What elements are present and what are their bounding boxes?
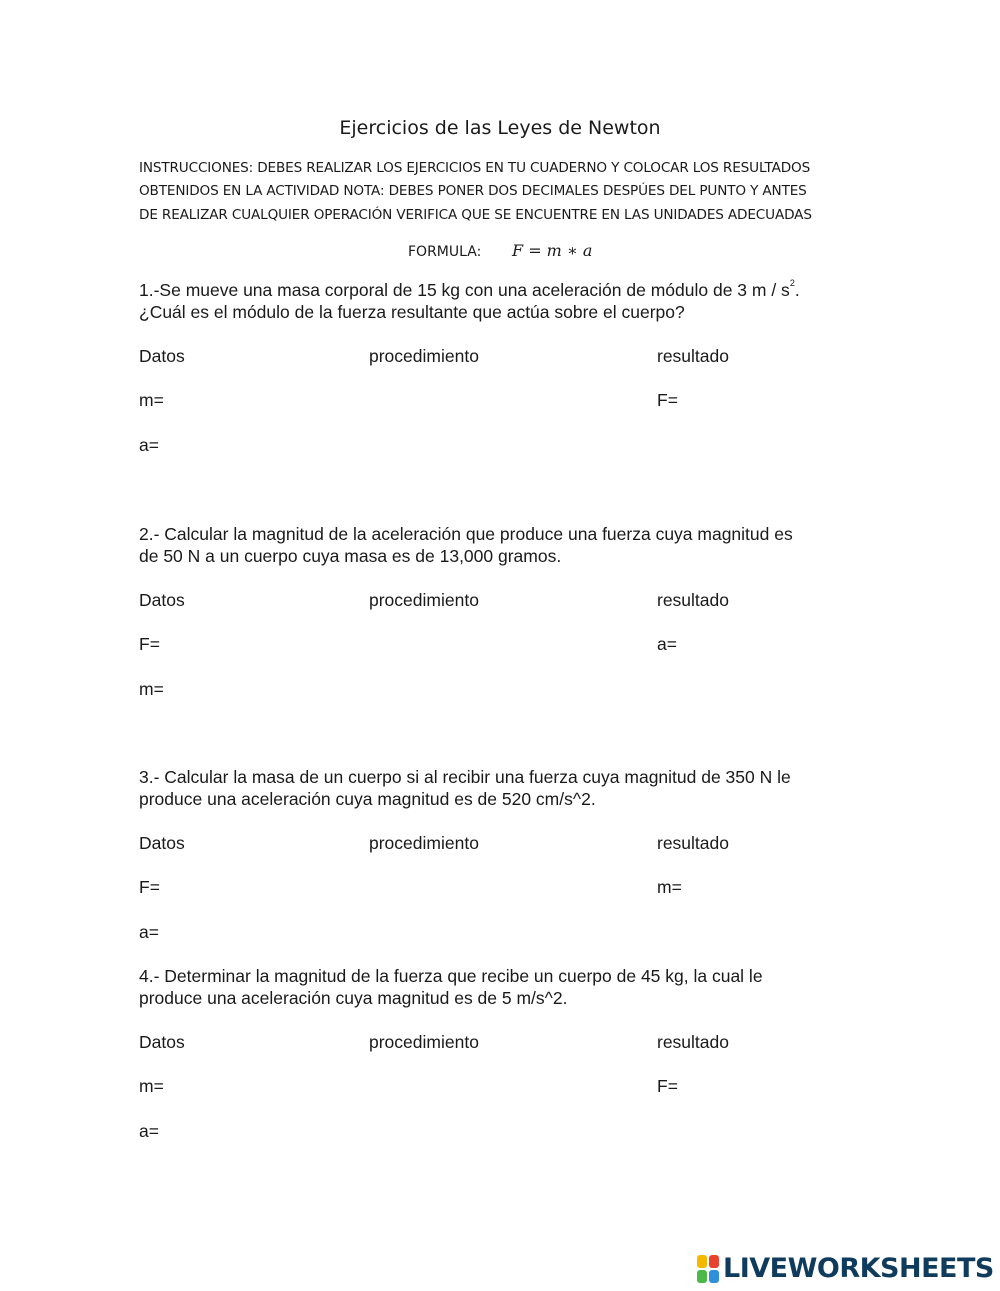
problem-4-result: F= (657, 1076, 678, 1096)
problem-4-line-1: 4.- Determinar la magnitud de la fuerza que recibe un cuerpo de 45 kg, la cual le (139, 966, 763, 986)
problem-1-datos-header: Datos (139, 346, 185, 366)
problem-1-procedimiento-header: procedimiento (369, 346, 479, 366)
problem-1-resultado-header: resultado (657, 346, 729, 366)
problem-1-line-2: ¿Cuál es el módulo de la fuerza resultante que actúa sobre el cuerpo? (139, 302, 685, 322)
formula-label: FORMULA: (408, 244, 482, 260)
problem-2-result: a= (657, 634, 677, 654)
problem-4-data-1: m= (139, 1076, 164, 1096)
instructions-line-2: OBTENIDOS EN LA ACTIVIDAD NOTA: DEBES PONER DOS DECIMALES DESPÚES DEL PUNTO Y ANTES (139, 183, 807, 199)
instructions-line-3: DE REALIZAR CUALQUIER OPERACIÓN VERIFICA QUE SE ENCUENTRE EN LAS UNIDADES ADECUADAS (139, 207, 812, 223)
problem-3-result: m= (657, 877, 682, 897)
problem-1-result: F= (657, 390, 678, 410)
problem-2-data-1: F= (139, 634, 160, 654)
problem-4-datos-header: Datos (139, 1032, 185, 1052)
problem-4-data-2: a= (139, 1121, 159, 1141)
formula-expression: F = m ∗ a (512, 241, 593, 260)
problem-2-line-1: 2.- Calcular la magnitud de la aceleración que produce una fuerza cuya magnitud es (139, 524, 793, 544)
problem-4-procedimiento-header: procedimiento (369, 1032, 479, 1052)
problem-2-data-2: m= (139, 679, 164, 699)
problem-4-line-2: produce una aceleración cuya magnitud es de 5 m/s^2. (139, 988, 568, 1008)
problem-1-data-2: a= (139, 435, 159, 455)
problem-3-procedimiento-header: procedimiento (369, 833, 479, 853)
problem-1-data-1: m= (139, 390, 164, 410)
problem-3-data-2: a= (139, 922, 159, 942)
liveworksheets-logo-text: LIVEWORKSHEETS (723, 1253, 994, 1284)
problem-1-line-1: 1.-Se mueve una masa corporal de 15 kg con una aceleración de módulo de 3 m / s (139, 280, 790, 300)
problem-3-data-1: F= (139, 877, 160, 897)
liveworksheets-logo-icon (697, 1255, 719, 1283)
problem-2-datos-header: Datos (139, 590, 185, 610)
liveworksheets-logo[interactable] (697, 1253, 994, 1284)
problem-2-line-2: de 50 N a un cuerpo cuya masa es de 13,000 gramos. (139, 546, 562, 566)
problem-3-datos-header: Datos (139, 833, 185, 853)
problem-2-procedimiento-header: procedimiento (369, 590, 479, 610)
problem-4-resultado-header: resultado (657, 1032, 729, 1052)
problem-1-exponent: 2 (789, 278, 795, 288)
problem-1-line-1-end: . (794, 280, 800, 300)
problem-3-line-1: 3.- Calcular la masa de un cuerpo si al recibir una fuerza cuya magnitud de 350 N le (139, 767, 791, 787)
problem-3-resultado-header: resultado (657, 833, 729, 853)
problem-1-statement (139, 280, 800, 301)
page-title: Ejercicios de las Leyes de Newton (339, 117, 661, 139)
problem-3-line-2: produce una aceleración cuya magnitud es de 520 cm/s^2. (139, 789, 596, 809)
instructions-line-1: INSTRUCCIONES: DEBES REALIZAR LOS EJERCICIOS EN TU CUADERNO Y COLOCAR LOS RESULTADOS (139, 160, 811, 176)
problem-2-resultado-header: resultado (657, 590, 729, 610)
